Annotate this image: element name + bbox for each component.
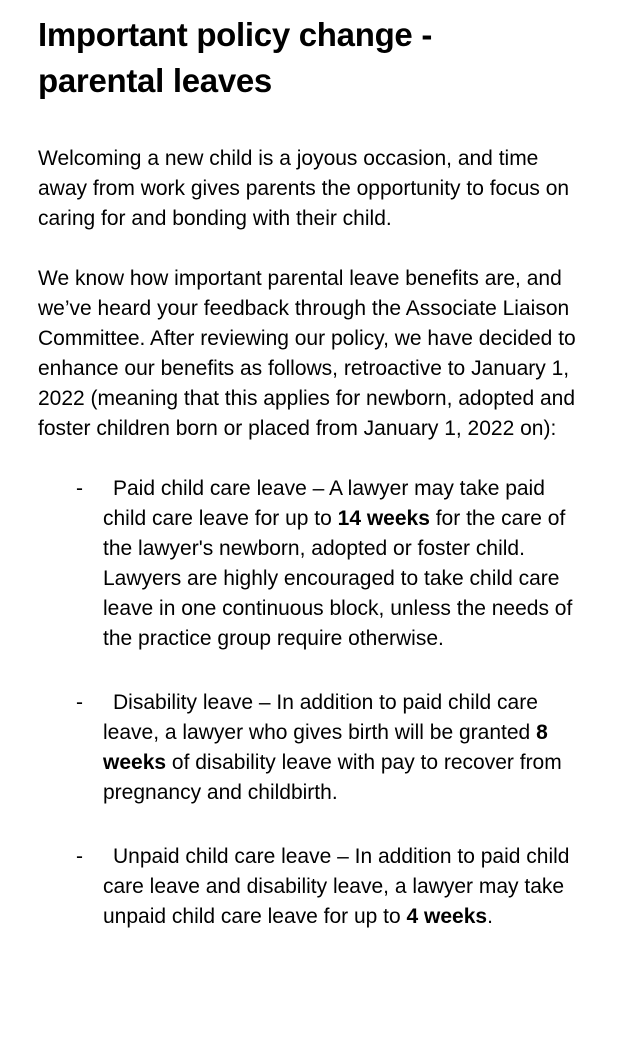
list-item-unpaid-child-care-leave [38, 842, 583, 932]
list-item-segment: Disability leave – In addition to paid child care leave, a lawyer who gives birth will be granted [103, 691, 538, 744]
list-item-segment: Unpaid child care leave – In addition to paid child care leave and disability leave, a lawyer may take unpaid child care leave for up to [103, 845, 570, 928]
page-title: Important policy change - parental leaves [38, 16, 433, 99]
list-item-text [103, 688, 583, 808]
list-item-segment: of disability leave with pay to recover from pregnancy and childbirth. [103, 751, 562, 804]
list-item-text [103, 842, 583, 932]
list-item-paid-child-care-leave [38, 474, 583, 654]
bullet-marker: - [76, 477, 83, 500]
list-item-segment: for the care of the lawyer's newborn, adopted or foster child. Lawyers are highly encouraged to take child care leave in one continuous block, unless the needs of the practice group require otherwise. [103, 507, 573, 650]
bullet-marker: - [76, 845, 83, 868]
intro-paragraph: Welcoming a new child is a joyous occasion, and time away from work gives parents the opportunity to focus on caring for and bonding with their child. [38, 147, 570, 230]
bullet-marker: - [76, 691, 83, 714]
list-item-segment: . [487, 905, 493, 928]
policy-overview-paragraph: We know how important parental leave benefits are, and we’ve heard your feedback through the Associate Liaison Committee. After reviewing our policy, we have decided to enhance our benefits as follows, retroactive to January 1, 2022 (meaning that this applies for newborn, adopted and foster children born or placed from January 1, 2022 on): [38, 267, 576, 440]
list-item-disability-leave [38, 688, 583, 808]
list-item-segment-bold: 14 weeks [337, 507, 430, 530]
list-item-text [103, 474, 583, 654]
list-item-segment: Paid child care leave – A lawyer may take paid child care leave for up to [103, 477, 545, 530]
list-item-segment-bold: 4 weeks [406, 905, 488, 928]
benefits-list [38, 474, 583, 932]
list-item-segment-bold: 8 weeks [103, 721, 548, 774]
